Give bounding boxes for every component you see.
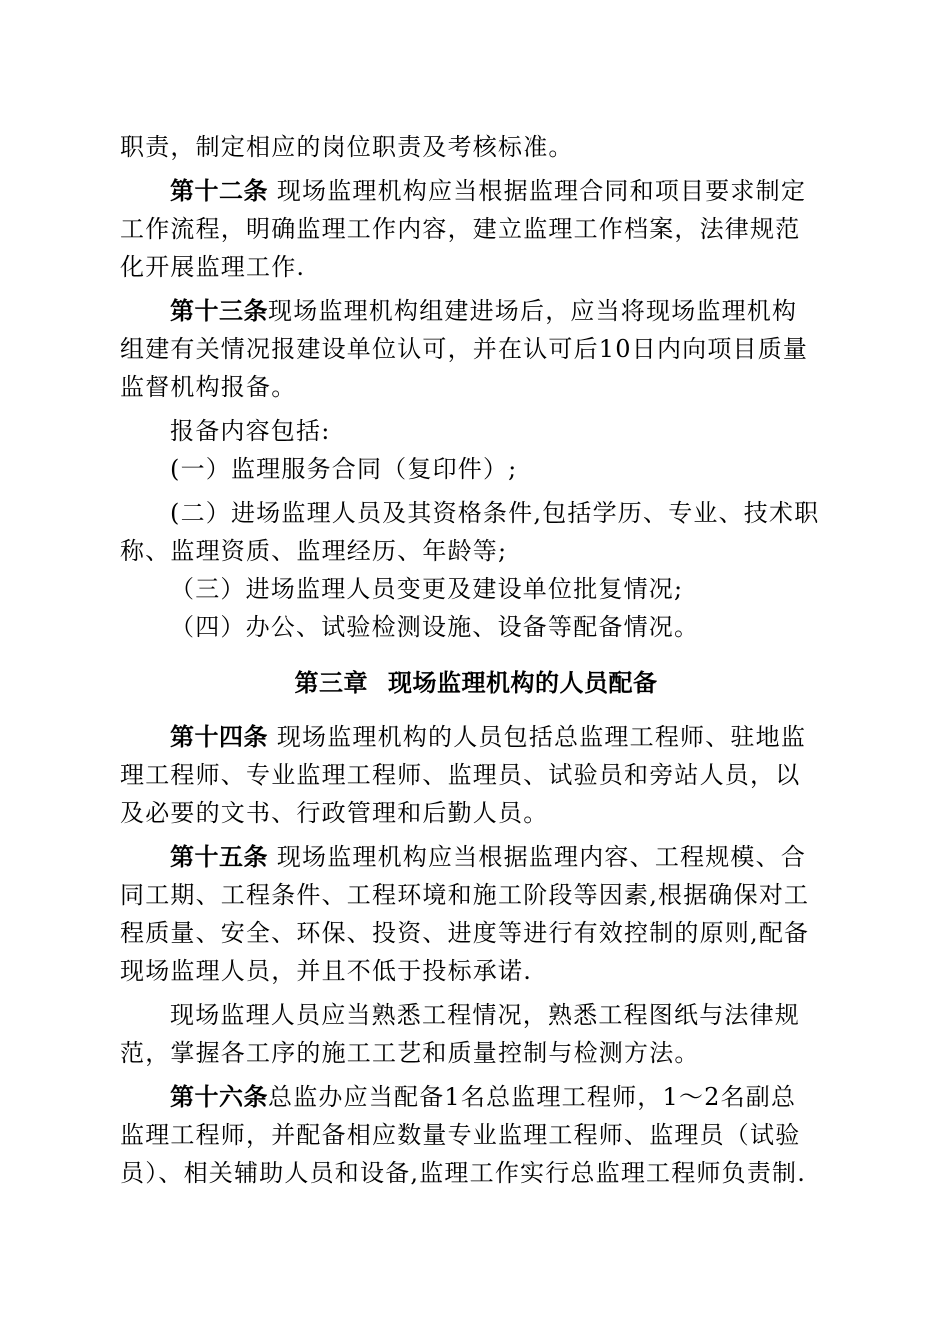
article-13-line — [120, 292, 832, 330]
chapter-heading — [120, 664, 832, 702]
report-item-2-cont: 称、监理资质、监理经历、年龄等; — [120, 537, 508, 565]
article-15-line: 同工期、工程条件、工程环境和施工阶段等因素,根据确保对工 — [120, 881, 810, 909]
article-16-line: 员）、相关辅助人员和设备,监理工作实行总监理工程师负责制. — [120, 1159, 807, 1187]
article-13-text: 现场监理机构组建进场后，应当将现场监理机构 — [268, 297, 798, 325]
article-14-line — [120, 718, 832, 756]
article-15-line: 程质量、安全、环保、投资、进度等进行有效控制的原则,配备 — [120, 919, 810, 947]
report-item-1: (一）监理服务合同（复印件）; — [170, 455, 518, 483]
report-item-4: （四）办公、试验检测设施、设备等配备情况。 — [170, 613, 700, 641]
article-13-line: 监督机构报备。 — [120, 373, 297, 401]
article-14-label: 第十四条 — [170, 723, 268, 751]
article-12-line: 工作流程，明确监理工作内容，建立监理工作档案，法律规范 — [120, 215, 801, 243]
article-16-line: 监理工程师，并配备相应数量专业监理工程师、监理员（试验 — [120, 1121, 801, 1149]
article-12-line: 化开展监理工作. — [120, 253, 306, 281]
article-14-line: 及必要的文书、行政管理和后勤人员。 — [120, 799, 549, 827]
paragraph-line: 范，掌握各工序的施工工艺和质量控制与检测方法。 — [120, 1039, 700, 1067]
article-12-text: 现场监理机构应当根据监理合同和项目要求制定 — [268, 177, 807, 205]
paragraph-line: 职责，制定相应的岗位职责及考核标准。 — [120, 133, 574, 161]
article-12-label: 第十二条 — [170, 177, 268, 205]
paragraph-line: 现场监理人员应当熟悉工程情况，熟悉工程图纸与法律规 — [170, 1001, 800, 1029]
document-page — [120, 128, 832, 1192]
article-16-label: 第十六条 — [170, 1083, 268, 1111]
article-14-text: 现场监理机构的人员包括总监理工程师、驻地监 — [268, 723, 807, 751]
article-15-text: 现场监理机构应当根据监理内容、工程规模、合 — [268, 843, 807, 871]
report-intro: 报备内容包括: — [170, 417, 331, 445]
article-16-text: 总监办应当配备1名总监理工程师，1～2名副总 — [268, 1083, 797, 1111]
report-item-3: （三）进场监理人员变更及建设单位批复情况; — [170, 575, 684, 603]
article-16-line — [120, 1078, 832, 1116]
article-15-label: 第十五条 — [170, 843, 268, 871]
article-14-line: 理工程师、专业监理工程师、监理员、试验员和旁站人员，以 — [120, 761, 801, 789]
chapter-number: 第三章 — [294, 669, 368, 697]
article-15-line: 现场监理人员，并且不低于投标承诺. — [120, 957, 533, 985]
article-15-line — [120, 838, 832, 876]
report-item-2: (二）进场监理人员及其资格条件,包括学历、专业、技术职 — [170, 499, 820, 527]
chapter-title: 现场监理机构的人员配备 — [388, 669, 658, 697]
article-13-line: 组建有关情况报建设单位认可，并在认可后10日内向项目质量 — [120, 335, 809, 363]
article-12-line — [120, 172, 832, 210]
article-13-label: 第十三条 — [170, 297, 268, 325]
